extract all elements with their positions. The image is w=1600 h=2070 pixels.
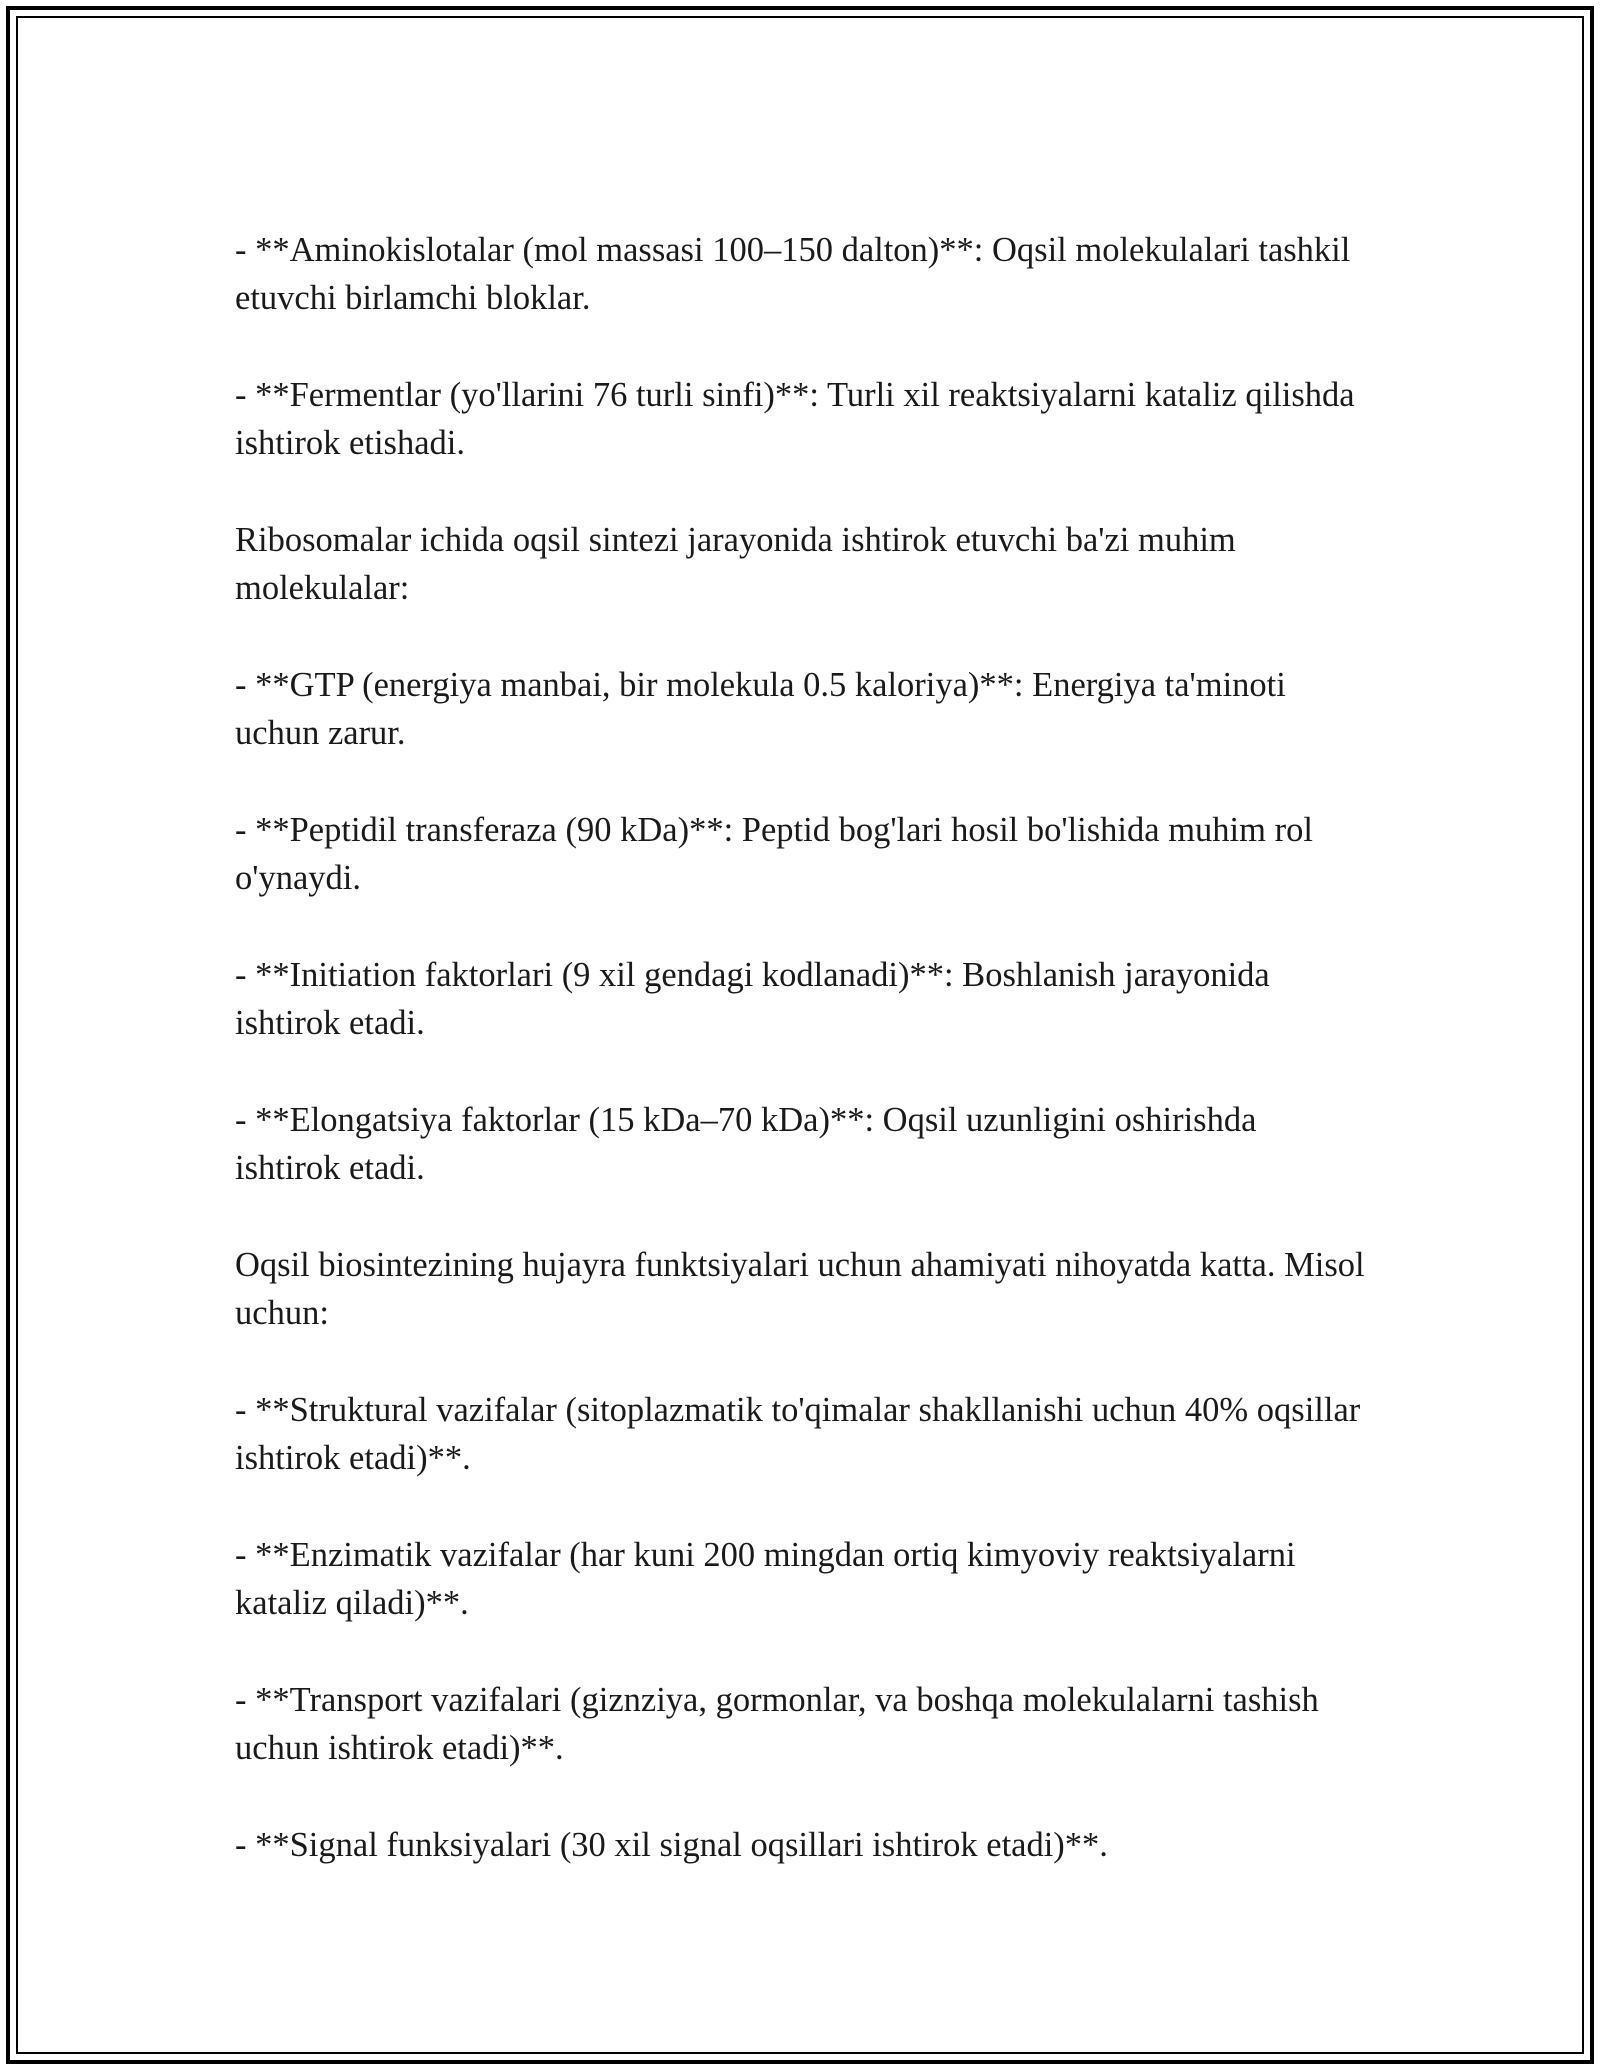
paragraph-fermentlar: - **Fermentlar (yo'llarini 76 turli sinfi)**: Turli xil reaktsiyalarni kataliz qilishda ishtirok etishadi. bbox=[235, 376, 1355, 462]
paragraph-signal-funksiyalari: - **Signal funksiyalari (30 xil signal oqsillari ishtirok etadi)**. bbox=[235, 1826, 1108, 1864]
paragraph-ahamiyati-intro: Oqsil biosintezining hujayra funktsiyalari uchun ahamiyati nihoyatda katta. Misol uchun: bbox=[235, 1246, 1365, 1332]
paragraph-peptidil-transferaza: - **Peptidil transferaza (90 kDa)**: Peptid bog'lari hosil bo'lishida muhim rol o'ynaydi. bbox=[235, 811, 1313, 897]
paragraph-initiation-faktorlari: - **Initiation faktorlari (9 xil gendagi kodlanadi)**: Boshlanish jarayonida ishtirok etadi. bbox=[235, 956, 1270, 1042]
paragraph-enzimatik-vazifalar: - **Enzimatik vazifalar (har kuni 200 mingdan ortiq kimyoviy reaktsiyalarni kataliz qiladi)**. bbox=[235, 1536, 1296, 1622]
paragraph-struktural-vazifalar: - **Struktural vazifalar (sitoplazmatik to'qimalar shakllanishi uchun 40% oqsillar ishtirok etadi)**. bbox=[235, 1391, 1361, 1477]
document-body bbox=[235, 226, 1370, 1869]
paragraph-aminokislotalar: - **Aminokislotalar (mol massasi 100–150 dalton)**: Oqsil molekulalari tashkil etuvchi birlamchi bloklar. bbox=[235, 231, 1351, 317]
paragraph-transport-vazifalari: - **Transport vazifalari (giznziya, gormonlar, va boshqa molekulalarni tashish uchun ishtirok etadi)**. bbox=[235, 1681, 1319, 1767]
paragraph-elongatsiya-faktorlar: - **Elongatsiya faktorlar (15 kDa–70 kDa)**: Oqsil uzunligini oshirishda ishtirok etadi. bbox=[235, 1101, 1257, 1187]
paragraph-ribosomalar-intro: Ribosomalar ichida oqsil sintezi jarayonida ishtirok etuvchi ba'zi muhim molekulalar: bbox=[235, 521, 1236, 607]
paragraph-gtp: - **GTP (energiya manbai, bir molekula 0.5 kaloriya)**: Energiya ta'minoti uchun zarur. bbox=[235, 666, 1286, 752]
